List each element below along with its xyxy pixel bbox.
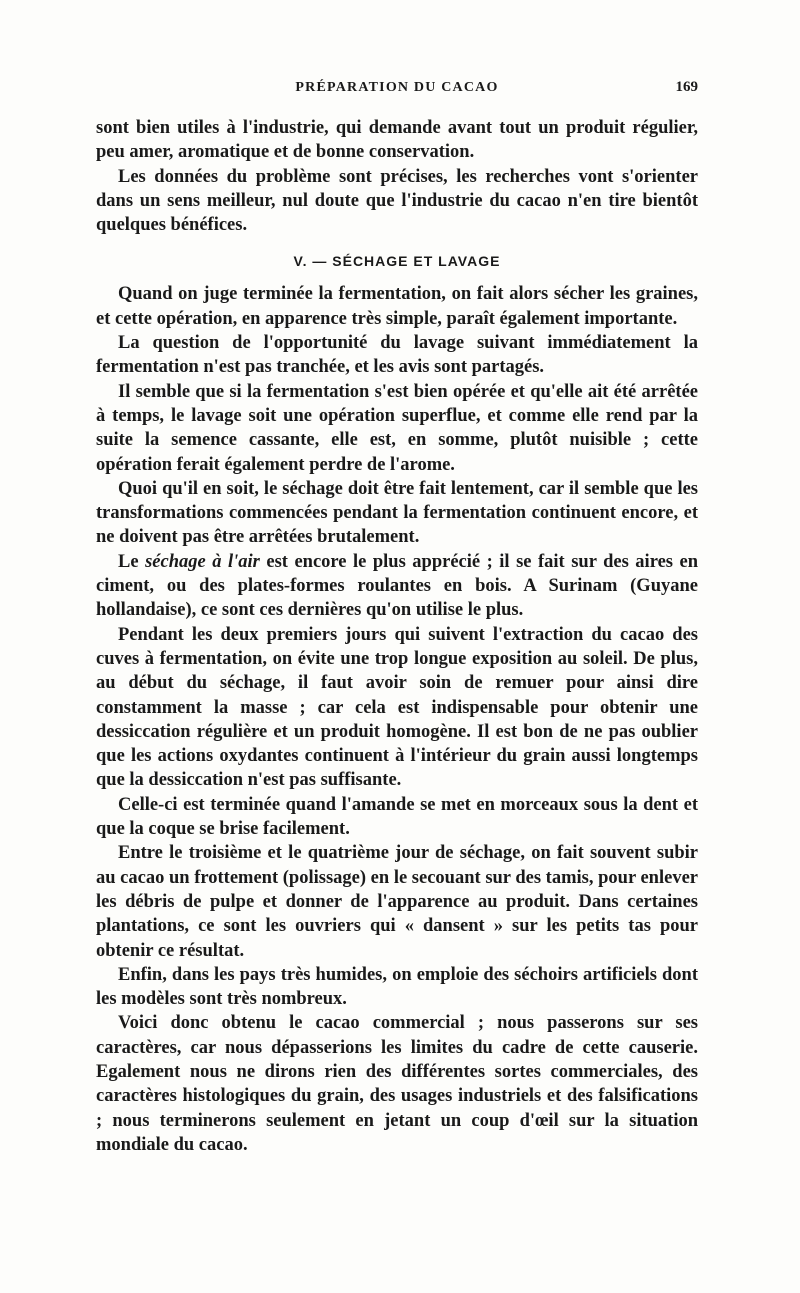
running-head <box>96 80 698 100</box>
paragraph: Quoi qu'il en soit, le séchage doit être fait lentement, car il semble que les transformations commencées pendant la fermentation continuent encore, et ne doivent pas être arrêtées brutalement. <box>96 478 698 548</box>
paragraph: Enfin, dans les pays très humides, on emploie des séchoirs artificiels dont les modèles sont très nombreux. <box>96 964 698 1010</box>
paragraph: Pendant les deux premiers jours qui suivent l'extraction du cacao des cuves à fermentation, on évite une trop longue exposition au soleil. De plus, au début du séchage, il faut avoir soin de remuer pour ainsi dire constamment la masse ; car cela est indispensable pour obtenir une dessiccation régulière et un produit homogène. Il est bon de ne pas oublier que les actions oxydantes continuent à l'intérieur du grain aussi longtemps que la dessiccation n'est pas suffisante. <box>96 624 698 791</box>
italic-term: séchage à l'air <box>145 551 260 572</box>
text-block <box>96 116 698 1157</box>
paragraph: Voici donc obtenu le cacao commercial ; nous passerons sur ses caractères, car nous dépasserions les limites du cadre de cette causerie. Egalement nous ne dirons rien des différentes sortes commerciales, des caractères histologiques du grain, des usages industriels et des falsifications ; nous terminerons seulement en jetant un coup d'œil sur la situation mondiale du cacao. <box>96 1013 698 1155</box>
paragraph <box>96 550 698 623</box>
running-title: PRÉPARATION DU CACAO <box>295 80 499 95</box>
paragraph: Il semble que si la fermentation s'est bien opérée et qu'elle ait été arrêtée à temps, le lavage soit une opération superflue, et comme elle rend par la suite la semence cassante, elle est, en somme, plutôt nuisible ; cette opération ferait également perdre de l'arome. <box>96 381 698 475</box>
paragraph: Entre le troisième et le quatrième jour de séchage, on fait souvent subir au cacao un frottement (polissage) en le secouant sur des tamis, pour enlever les débris de pulpe et donner de l'apparence au produit. Dans certaines plantations, ce sont les ouvriers qui « dansent » sur les petits tas pour obtenir ce résultat. <box>96 843 698 961</box>
section-heading: V. — SÉCHAGE ET LAVAGE <box>293 253 501 270</box>
paragraph: Les données du problème sont précises, les recherches vont s'orienter dans un sens meilleur, nul doute que l'industrie du cacao n'en tire bientôt quelques bénéfices. <box>96 166 698 236</box>
paragraph-continuation: sont bien utiles à l'industrie, qui demande avant tout un produit régulier, peu amer, aromatique et de bonne conservation. <box>96 118 698 163</box>
paragraph-rest: est encore le plus apprécié ; il se fait sur des aires en ciment, ou des plates-formes roulantes en bois. A Surinam (Guyane hollandaise), ce sont ces dernières qu'on utilise le plus. <box>96 551 698 621</box>
paragraph-lead: Le <box>118 551 139 572</box>
paragraph: La question de l'opportunité du lavage suivant immédiatement la fermentation n'est pas tranchée, et les avis sont partagés. <box>96 333 698 378</box>
page-number: 169 <box>675 79 698 95</box>
paragraph: Celle-ci est terminée quand l'amande se met en morceaux sous la dent et que la coque se brise facilement. <box>96 794 698 840</box>
paragraph: Quand on juge terminée la fermentation, on fait alors sécher les graines, et cette opération, en apparence très simple, paraît également importante. <box>96 284 698 329</box>
